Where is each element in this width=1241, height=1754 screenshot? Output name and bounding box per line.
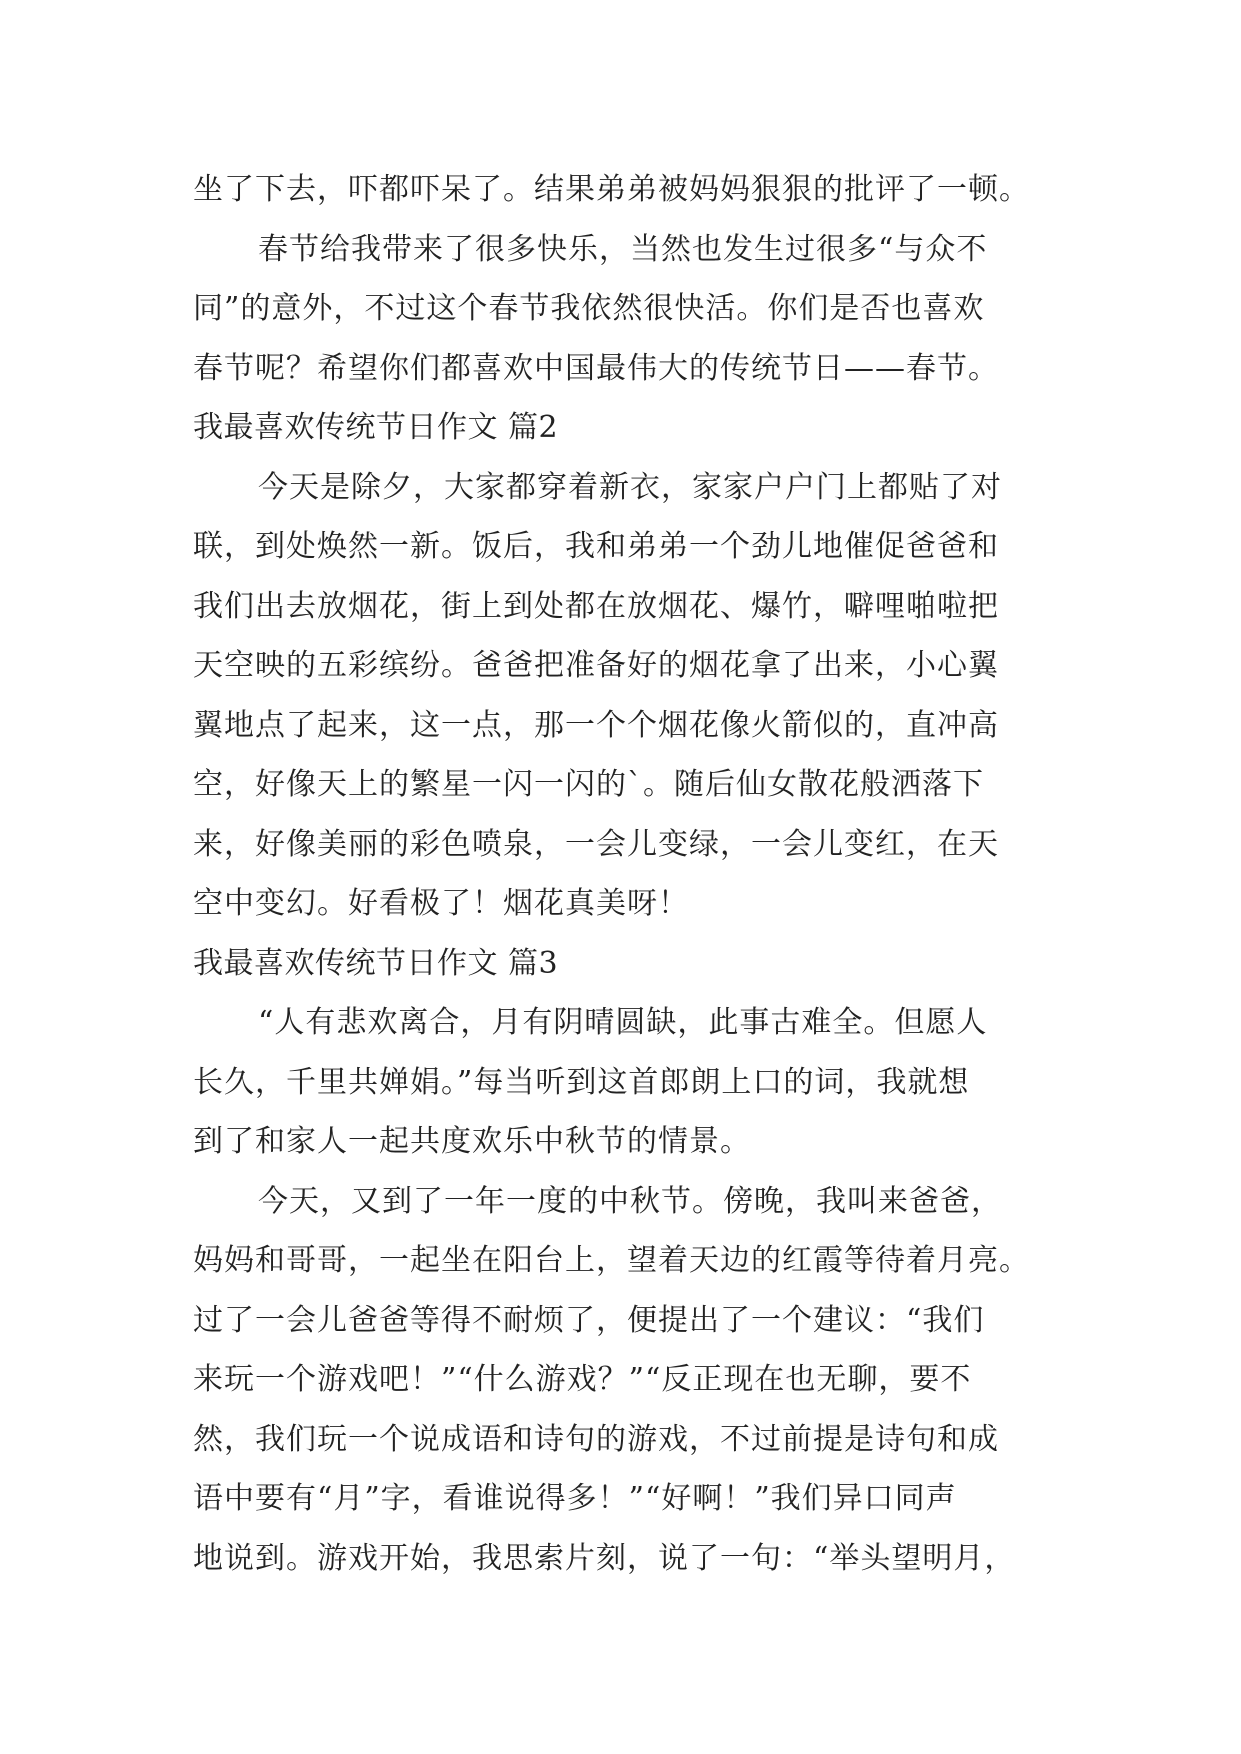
text-line: 到了和家人一起共度欢乐中秋节的情景。 — [193, 1124, 751, 1159]
text-line: 联，到处焕然一新。饭后，我和弟弟一个劲儿地催促爸爸和 — [193, 529, 999, 564]
text-line: 来玩一个游戏吧！”“什么游戏？”“反正现在也无聊，要不 — [193, 1362, 972, 1397]
text-line: 来，好像美丽的彩色喷泉，一会儿变绿，一会儿变红，在天 — [193, 826, 999, 862]
text-line: 过了一会儿爸爸等得不耐烦了，便提出了一个建议：“我们 — [193, 1302, 985, 1338]
text-line: 语中要有“月”字，看谁说得多！”“好啊！”我们异口同声 — [193, 1481, 957, 1516]
text-line: “人有悲欢离合，月有阴晴圆缺，此事古难全。但愿人 — [258, 1005, 988, 1040]
text-line: 春节呢？希望你们都喜欢中国最伟大的传统节日——春节。 — [193, 350, 999, 386]
text-line: 坐了下去，吓都吓呆了。结果弟弟被妈妈狠狠的批评了一顿。 — [193, 172, 1030, 207]
text-line: 翼地点了起来，这一点，那一个个烟花像火箭似的，直冲高 — [193, 707, 999, 743]
section-heading: 我最喜欢传统节日作文 篇3 — [193, 945, 559, 981]
text-line: 今天，又到了一年一度的中秋节。傍晚，我叫来爸爸， — [258, 1183, 1002, 1219]
text-line: 空中变幻。好看极了！烟花真美呀！ — [193, 886, 689, 921]
section-heading: 我最喜欢传统节日作文 篇2 — [193, 410, 559, 445]
text-line: 春节给我带来了很多快乐，当然也发生过很多“与众不 — [258, 231, 988, 267]
text-line: 空，好像天上的繁星一闪一闪的`。随后仙女散花般洒落下 — [193, 767, 984, 802]
text-line: 长久，千里共婵娟。”每当听到这首郎朗上口的词，我就想 — [193, 1064, 970, 1100]
text-line: 地说到。游戏开始，我思索片刻，说了一句：“举头望明月， — [193, 1540, 1016, 1576]
text-line: 然，我们玩一个说成语和诗句的游戏，不过前提是诗句和成 — [193, 1421, 999, 1457]
text-line: 妈妈和哥哥，一起坐在阳台上，望着天边的红霞等待着月亮。 — [193, 1243, 1030, 1278]
text-line: 同”的意外，不过这个春节我依然很快活。你们是否也喜欢 — [193, 291, 985, 326]
text-line: 天空映的五彩缤纷。爸爸把准备好的烟花拿了出来，小心翼 — [193, 648, 999, 683]
text-line: 今天是除夕，大家都穿着新衣，家家户户门上都贴了对 — [258, 469, 1002, 505]
text-line: 我们出去放烟花，街上到处都在放烟花、爆竹，噼哩啪啦把 — [193, 588, 999, 624]
document-body — [193, 160, 1053, 1588]
